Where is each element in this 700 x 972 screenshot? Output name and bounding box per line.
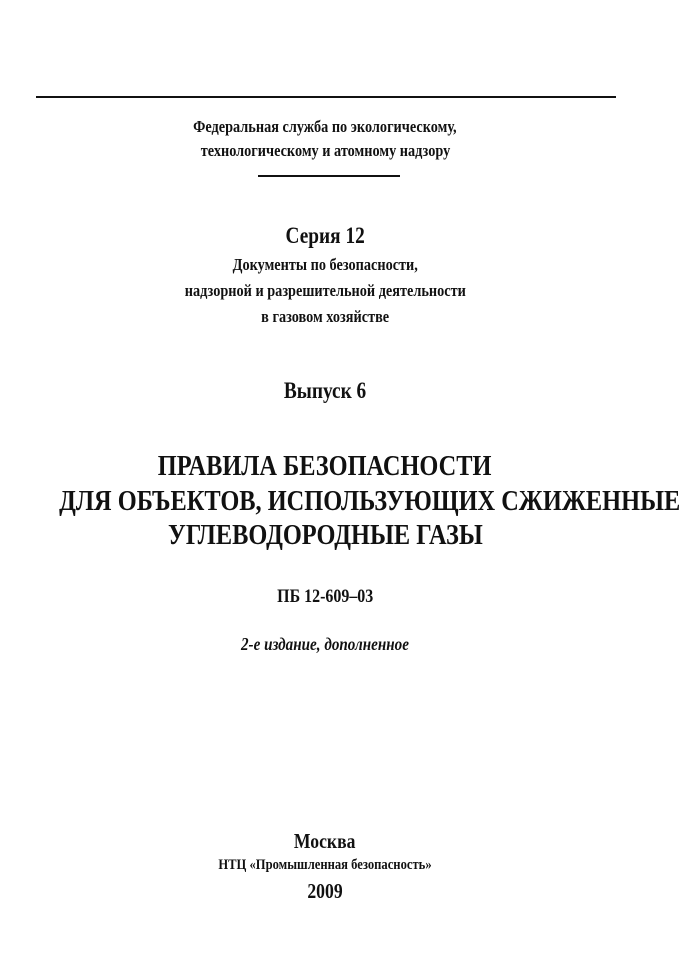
series-title-text: Серия 12 xyxy=(285,223,365,248)
agency-line-1 xyxy=(0,117,650,137)
title-text: УГЛЕВОДОРОДНЫЕ ГАЗЫ xyxy=(167,519,483,551)
imprint-publisher xyxy=(0,857,650,874)
agency-text: Федеральная служба по экологическому, xyxy=(193,117,457,136)
agency-text: технологическому и атомному надзору xyxy=(200,141,450,160)
document-code xyxy=(0,586,650,608)
imprint-year xyxy=(0,879,650,904)
series-desc-1 xyxy=(0,255,650,275)
agency-line-2 xyxy=(0,141,650,161)
series-desc-2 xyxy=(0,281,650,301)
series-desc-text: в газовом хозяйстве xyxy=(261,307,389,326)
title-text: ДЛЯ ОБЪЕКТОВ, ИСПОЛЬЗУЮЩИХ СЖИЖЕННЫЕ xyxy=(59,485,681,517)
top-rule xyxy=(36,96,616,98)
document-title-3 xyxy=(0,519,650,552)
edition xyxy=(0,634,650,655)
code-text: ПБ 12-609–03 xyxy=(276,586,374,607)
publisher-text: НТЦ «Промышленная безопасность» xyxy=(218,857,432,873)
city-text: Москва xyxy=(294,829,356,853)
document-title-1 xyxy=(0,450,650,483)
imprint-city xyxy=(0,829,650,854)
issue-number xyxy=(0,378,650,404)
series-title xyxy=(0,223,650,249)
edition-text: 2-е издание, дополненное xyxy=(241,634,409,654)
document-title-2 xyxy=(0,485,681,518)
series-desc-3 xyxy=(0,307,650,327)
series-desc-text: Документы по безопасности, xyxy=(232,255,418,274)
divider-rule xyxy=(258,175,400,177)
issue-text: Выпуск 6 xyxy=(283,378,367,403)
year-text: 2009 xyxy=(307,879,343,903)
series-desc-text: надзорной и разрешительной деятельности xyxy=(184,281,466,300)
title-text: ПРАВИЛА БЕЗОПАСНОСТИ xyxy=(158,450,492,482)
